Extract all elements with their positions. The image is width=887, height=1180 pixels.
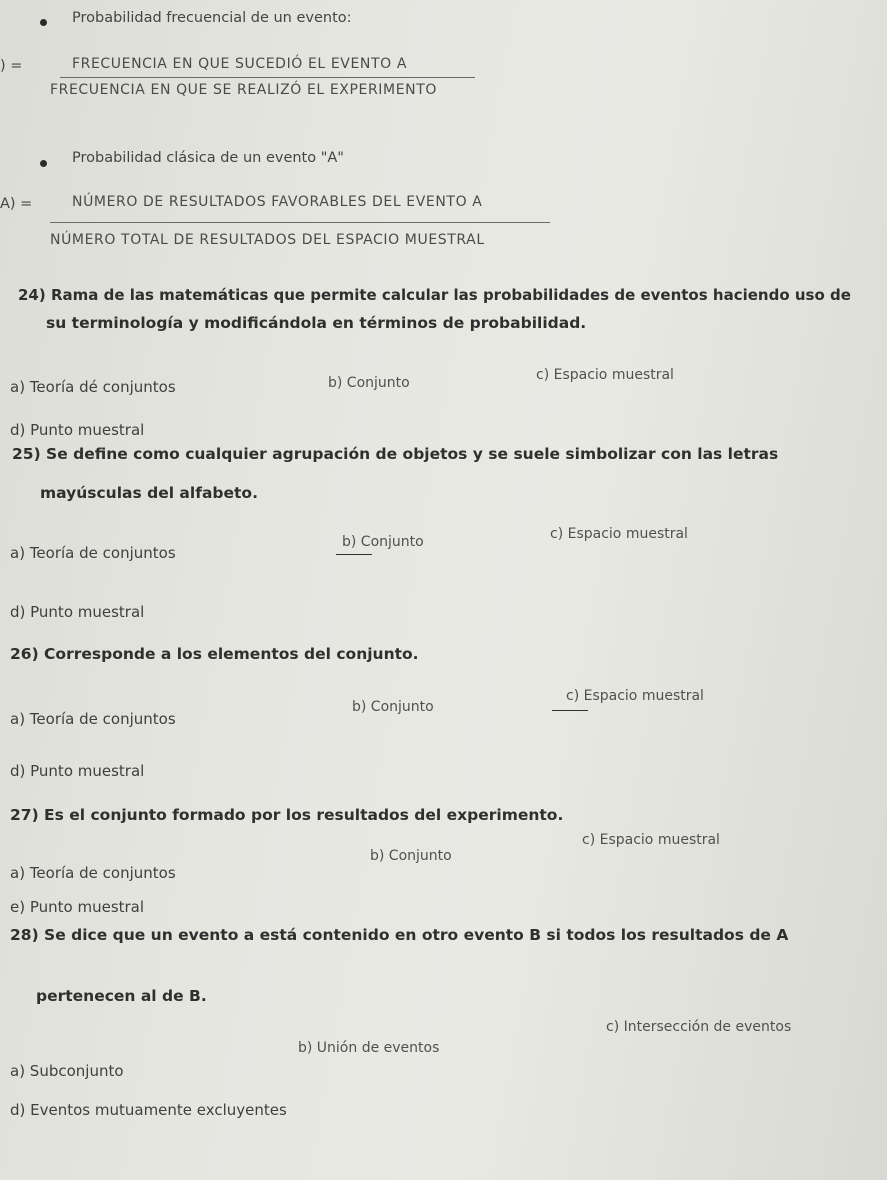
freq-denominator: FRECUENCIA EN QUE SE REALIZÓ EL EXPERIMENTO xyxy=(50,82,437,98)
q24-option-c[interactable]: c) Espacio muestral xyxy=(536,367,674,383)
q26-option-d[interactable]: d) Punto muestral xyxy=(10,762,145,780)
freq-numerator: FRECUENCIA EN QUE SUCEDIÓ EL EVENTO A xyxy=(72,56,407,72)
question-26-line1: 26) Corresponde a los elementos del conjunto. xyxy=(10,645,419,663)
q28-option-d[interactable]: d) Eventos mutuamente excluyentes xyxy=(10,1101,287,1119)
clas-numerator: NÚMERO DE RESULTADOS FAVORABLES DEL EVENTO A xyxy=(72,194,483,210)
question-24-line2: su terminología y modificándola en términos de probabilidad. xyxy=(46,314,587,332)
q25-answer-underline xyxy=(336,554,372,555)
q28-option-a[interactable]: a) Subconjunto xyxy=(10,1062,124,1080)
q28-option-c[interactable]: c) Intersección de eventos xyxy=(606,1019,792,1035)
q24-option-d[interactable]: d) Punto muestral xyxy=(10,421,145,439)
clas-heading: Probabilidad clásica de un evento "A" xyxy=(72,150,344,166)
q26-option-b[interactable]: b) Conjunto xyxy=(352,699,434,715)
clas-lhs: A) = xyxy=(0,196,33,212)
q24-option-a[interactable]: a) Teoría dé conjuntos xyxy=(10,378,176,396)
freq-lhs: ) = xyxy=(0,58,23,74)
question-27-line1: 27) Es el conjunto formado por los resultados del experimento. xyxy=(10,806,564,824)
bullet-icon xyxy=(40,160,47,167)
q25-option-a[interactable]: a) Teoría de conjuntos xyxy=(10,544,176,562)
question-24-line1: 24) Rama de las matemáticas que permite calcular las probabilidades de eventos haciendo uso de xyxy=(18,286,851,304)
q26-answer-underline xyxy=(552,710,588,711)
q27-option-e[interactable]: e) Punto muestral xyxy=(10,898,145,916)
question-28-line1: 28) Se dice que un evento a está contenido en otro evento B si todos los resultados de A xyxy=(10,926,789,944)
q26-option-a[interactable]: a) Teoría de conjuntos xyxy=(10,710,176,728)
bullet-icon xyxy=(40,19,47,26)
q25-option-c[interactable]: c) Espacio muestral xyxy=(550,526,688,542)
q27-option-b[interactable]: b) Conjunto xyxy=(370,848,452,864)
question-25-line2: mayúsculas del alfabeto. xyxy=(40,484,258,502)
question-28-line2: pertenecen al de B. xyxy=(36,987,207,1005)
clas-fraction-bar xyxy=(50,222,550,223)
freq-fraction-bar xyxy=(60,77,475,78)
q25-option-d[interactable]: d) Punto muestral xyxy=(10,603,145,621)
q27-option-c[interactable]: c) Espacio muestral xyxy=(582,832,720,848)
freq-heading: Probabilidad frecuencial de un evento: xyxy=(72,10,352,26)
q26-option-c[interactable]: c) Espacio muestral xyxy=(566,688,704,704)
q28-option-b[interactable]: b) Unión de eventos xyxy=(298,1040,440,1056)
question-25-line1: 25) Se define como cualquier agrupación de objetos y se suele simbolizar con las letras xyxy=(12,445,779,463)
q25-option-b[interactable]: b) Conjunto xyxy=(342,534,424,550)
q24-option-b[interactable]: b) Conjunto xyxy=(328,375,410,391)
clas-denominator: NÚMERO TOTAL DE RESULTADOS DEL ESPACIO MUESTRAL xyxy=(50,232,485,248)
q27-option-a[interactable]: a) Teoría de conjuntos xyxy=(10,864,176,882)
